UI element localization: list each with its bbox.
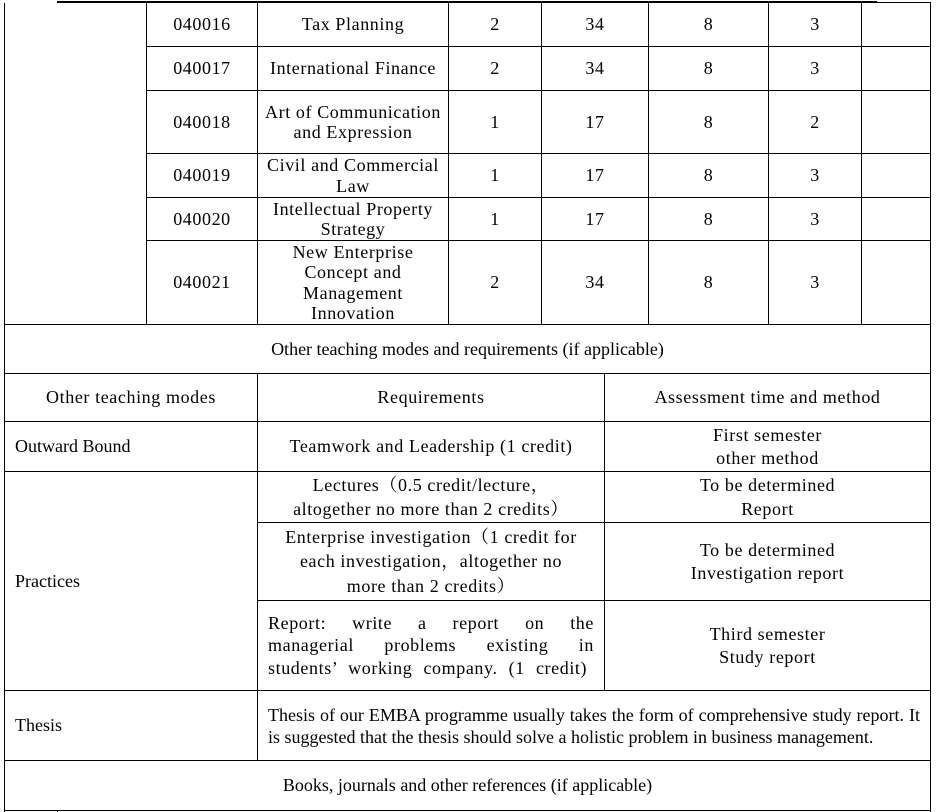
course-col6: 3 <box>810 58 820 79</box>
course-col5: 8 <box>703 208 714 229</box>
course-code: 040018 <box>173 111 231 132</box>
section-title-other-teaching: Other teaching modes and requirements (if applicable) <box>271 338 664 359</box>
assessment-line: First semester <box>713 424 822 445</box>
course-name: Tax Planning <box>301 14 405 35</box>
header-requirements: Requirements <box>377 387 485 408</box>
header-other-teaching-modes: Other teaching modes <box>46 387 216 408</box>
course-col6: 3 <box>810 14 820 35</box>
requirement-line: Lectures（0.5 credit/lecture， <box>312 475 550 495</box>
course-name: Intellectual Property Strategy <box>272 198 434 239</box>
course-col7 <box>862 154 930 197</box>
course-col5: 8 <box>703 272 714 293</box>
course-name: International Finance <box>269 58 437 79</box>
requirement-enterprise-investigation <box>258 523 604 600</box>
requirement-report: Report: write a report on the managerial problems existing in students’ working company. (1 credit) <box>268 612 594 678</box>
course-col7 <box>862 198 930 240</box>
course-hours: 17 <box>585 208 605 229</box>
section-title-references: Books, journals and other references (if applicable) <box>282 775 653 796</box>
course-col6: 2 <box>810 111 820 132</box>
assessment-line: Third semester <box>709 623 826 644</box>
assessment-report <box>605 601 930 690</box>
course-name: Civil and Commercial Law <box>267 155 439 196</box>
course-col7 <box>862 3 930 46</box>
course-col6: 3 <box>810 208 820 229</box>
course-code: 040020 <box>173 208 231 229</box>
course-col6: 3 <box>810 272 820 293</box>
course-name: New Enterprise Concept and Management Innovation <box>292 241 414 323</box>
requirement-line: altogether no more than 2 credits） <box>293 498 569 519</box>
course-col5: 8 <box>703 111 714 132</box>
assessment-outward-bound <box>605 422 930 471</box>
requirement-thesis: Thesis of our EMBA programme usually takes the form of comprehensive study report. It is suggested that the thesis should solve a holistic problem in business management. <box>268 704 920 747</box>
course-credits: 2 <box>490 14 500 35</box>
assessment-line: To be determined <box>699 539 836 560</box>
course-col7 <box>862 91 930 153</box>
course-col7 <box>862 241 930 324</box>
mode-practices: Practices <box>15 570 80 591</box>
mode-thesis: Thesis <box>15 715 62 736</box>
course-hours: 34 <box>585 58 605 79</box>
course-hours: 34 <box>585 14 605 35</box>
course-hours: 17 <box>585 165 605 186</box>
assessment-line: Investigation report <box>690 563 845 583</box>
assessment-line: Study report <box>719 647 816 667</box>
assessment-line: Report <box>741 498 794 519</box>
course-credits: 1 <box>490 208 500 229</box>
requirement-line: more than 2 credits） <box>346 575 516 596</box>
course-col5: 8 <box>703 165 714 186</box>
course-credits: 2 <box>490 272 500 293</box>
assessment-lectures <box>605 472 930 522</box>
course-code: 040019 <box>173 165 231 186</box>
course-col-line <box>257 3 258 324</box>
course-code: 040017 <box>173 58 231 79</box>
course-credits: 1 <box>490 165 500 186</box>
requirement-lectures <box>258 472 604 522</box>
assessment-enterprise-investigation <box>605 523 930 600</box>
assessment-line: To be determined <box>699 475 836 495</box>
course-col6: 3 <box>810 165 820 186</box>
course-col5: 8 <box>703 58 714 79</box>
course-hours: 17 <box>585 111 605 132</box>
section-row-line <box>4 810 931 811</box>
course-name: Art of Communication and Expression <box>265 101 441 142</box>
header-assessment: Assessment time and method <box>654 387 881 408</box>
course-code: 040021 <box>173 272 231 293</box>
requirement-outward-bound: Teamwork and Leadership (1 credit) <box>289 436 573 457</box>
course-col7 <box>862 47 930 90</box>
requirement-line: Enterprise investigation（1 credit for <box>285 526 577 547</box>
course-credits: 1 <box>490 111 500 132</box>
mode-outward-bound: Outward Bound <box>15 436 131 457</box>
course-hours: 34 <box>585 272 605 293</box>
course-code: 040016 <box>173 14 231 35</box>
course-col5: 8 <box>703 14 714 35</box>
assessment-line: other method <box>716 448 819 468</box>
course-credits: 2 <box>490 58 500 79</box>
requirement-line: each investigation，altogether no <box>299 551 563 572</box>
